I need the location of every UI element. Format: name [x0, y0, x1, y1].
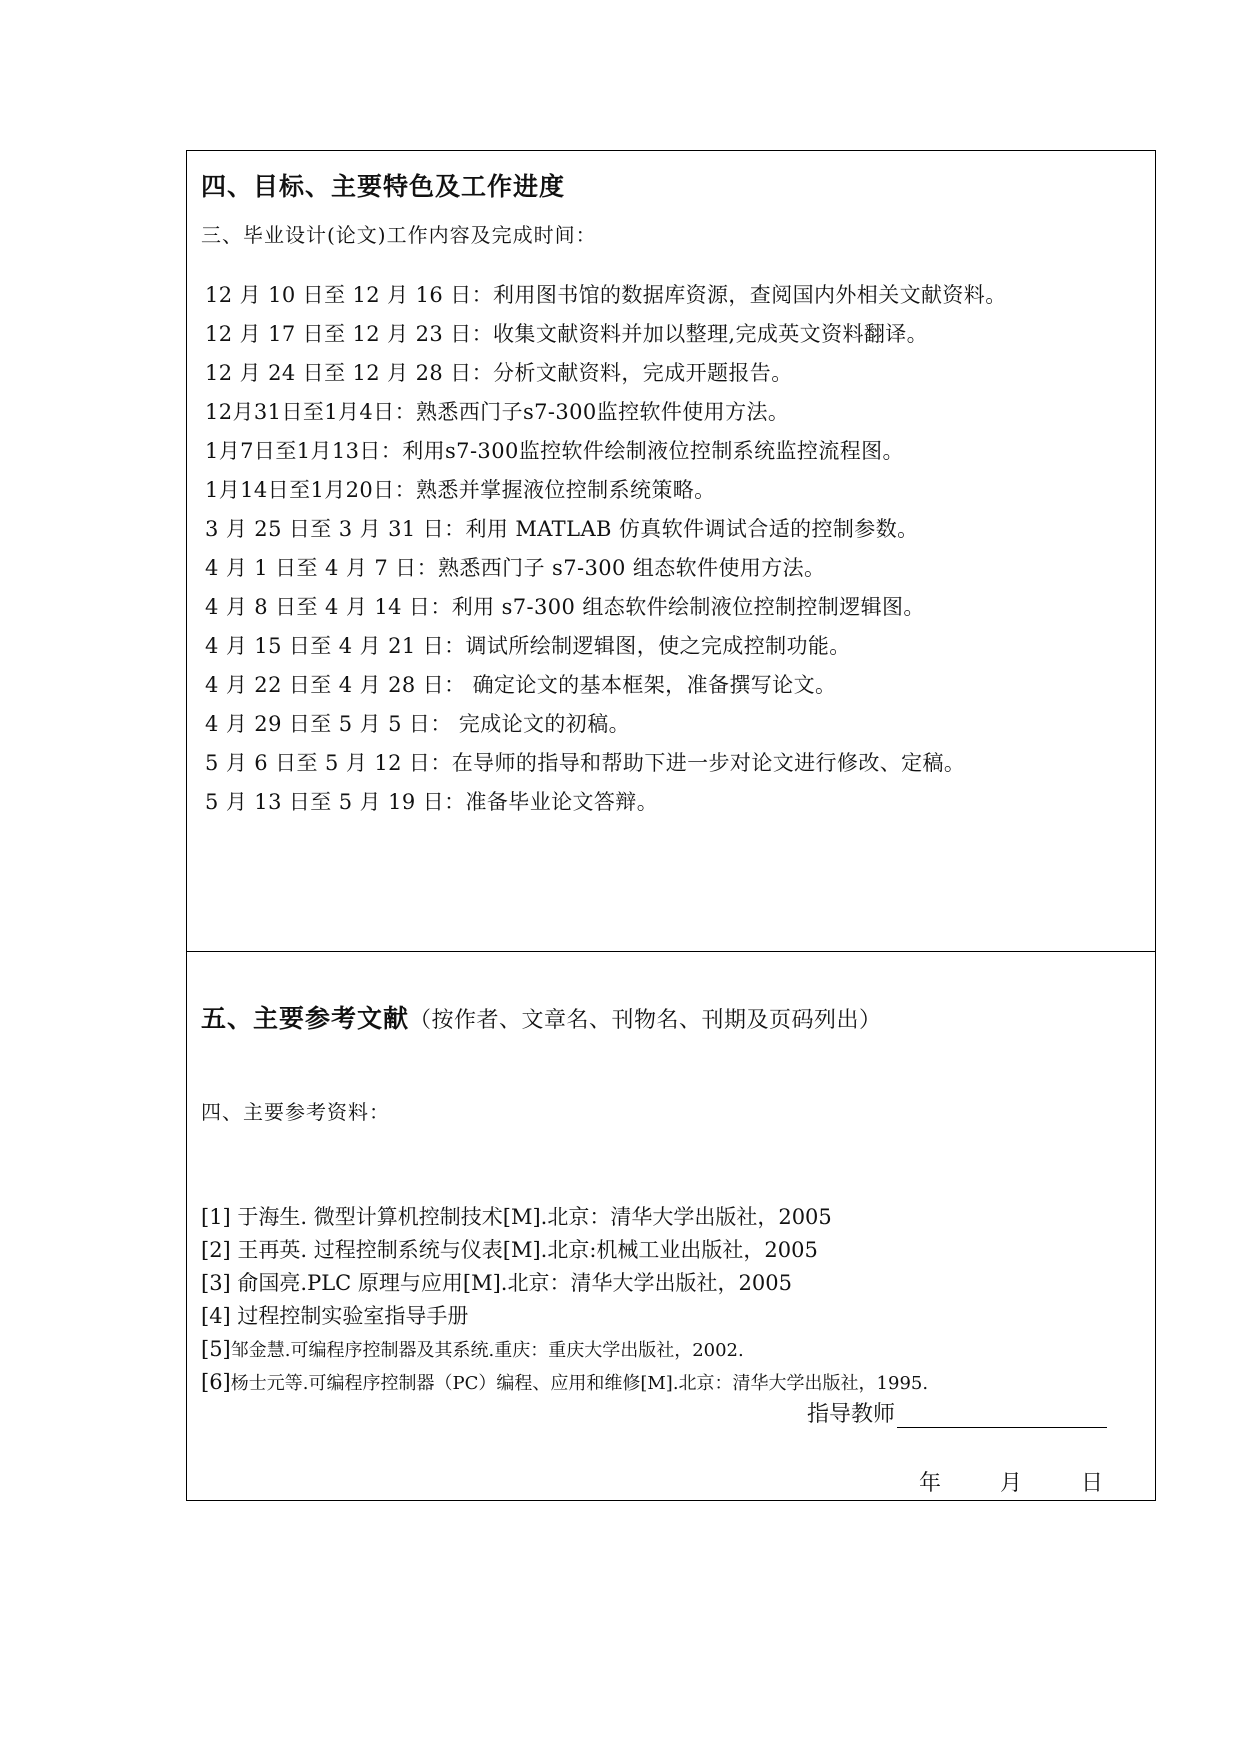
advisor-signature-field[interactable]	[897, 1401, 1107, 1428]
schedule-item: 12 月 17 日至 12 月 23 日：收集文献资料并加以整理,完成英文资料翻译。	[205, 322, 929, 346]
advisor-label: 指导教师	[807, 1402, 896, 1427]
schedule-item: 1月14日至1月20日：熟悉并掌握液位控制系统策略。	[205, 478, 716, 502]
section-five-note: （按作者、文章名、刊物名、刊期及页码列出）	[409, 1008, 882, 1033]
advisor-signature-line	[807, 1397, 1107, 1428]
schedule-item: 4 月 8 日至 4 月 14 日：利用 s7-300 组态软件绘制液位控制控制逻辑图。	[205, 595, 925, 619]
reference-number: [3]	[201, 1271, 231, 1295]
reference-item	[201, 1300, 928, 1333]
schedule-item: 4 月 1 日至 4 月 7 日：熟悉西门子 s7-300 组态软件使用方法。	[205, 556, 826, 580]
reference-text: 于海生. 微型计算机控制技术[M].北京：清华大学出版社，2005	[230, 1205, 832, 1229]
schedule-item: 1月7日至1月13日：利用s7-300监控软件绘制液位控制系统监控流程图。	[205, 439, 904, 463]
reference-number: [5]	[201, 1337, 231, 1361]
schedule-item: 5 月 6 日至 5 月 12 日：在导师的指导和帮助下进一步对论文进行修改、定稿。	[205, 751, 966, 775]
reference-text: 邹金慧.可编程序控制器及其系统.重庆：重庆大学出版社，2002.	[230, 1340, 744, 1361]
schedule-list	[205, 276, 1007, 822]
work-content-subheading: 三、毕业设计(论文)工作内容及完成时间：	[201, 223, 597, 247]
schedule-item: 12 月 10 日至 12 月 16 日：利用图书馆的数据库资源，查阅国内外相关文献资料。	[205, 283, 1007, 307]
reference-number: [4]	[201, 1304, 231, 1328]
signature-date	[919, 1466, 1103, 1497]
schedule-item: 4 月 15 日至 4 月 21 日：调试所绘制逻辑图，使之完成控制功能。	[205, 634, 851, 658]
proposal-form-table	[186, 150, 1156, 1501]
reference-text: 俞国亮.PLC 原理与应用[M].北京：清华大学出版社，2005	[230, 1271, 792, 1295]
date-day-label: 日	[1081, 1471, 1104, 1496]
reference-item	[201, 1201, 928, 1234]
reference-list	[201, 1201, 928, 1399]
schedule-item: 3 月 25 日至 3 月 31 日：利用 MATLAB 仿真软件调试合适的控制参数。	[205, 517, 919, 541]
schedule-item: 5 月 13 日至 5 月 19 日：准备毕业论文答辩。	[205, 790, 659, 814]
section-four-heading: 四、目标、主要特色及工作进度	[201, 172, 566, 201]
section-five-title: 五、主要参考文献	[201, 1004, 410, 1033]
schedule-item: 4 月 29 日至 5 月 5 日： 完成论文的初稿。	[205, 712, 631, 736]
schedule-item: 12月31日至1月4日：熟悉西门子s7-300监控软件使用方法。	[205, 400, 790, 424]
reference-number: [1]	[201, 1205, 231, 1229]
references-section	[187, 952, 1155, 1500]
reference-item	[201, 1366, 928, 1399]
goals-progress-section	[187, 151, 1155, 952]
reference-item	[201, 1267, 928, 1300]
date-year-label: 年	[919, 1471, 942, 1496]
reference-text: 王再英. 过程控制系统与仪表[M].北京:机械工业出版社，2005	[230, 1238, 818, 1262]
reference-item	[201, 1234, 928, 1267]
reference-number: [6]	[201, 1370, 231, 1394]
section-five-heading	[201, 999, 882, 1035]
reference-number: [2]	[201, 1238, 231, 1262]
reference-text: 杨士元等.可编程序控制器（PC）编程、应用和维修[M].北京：清华大学出版社，1995.	[230, 1373, 929, 1394]
reference-text: 过程控制实验室指导手册	[230, 1304, 469, 1328]
references-subheading: 四、主要参考资料：	[201, 1100, 390, 1124]
schedule-item: 12 月 24 日至 12 月 28 日：分析文献资料，完成开题报告。	[205, 361, 793, 385]
reference-item	[201, 1333, 928, 1366]
date-month-label: 月	[1000, 1471, 1023, 1496]
schedule-item: 4 月 22 日至 4 月 28 日： 确定论文的基本框架，准备撰写论文。	[205, 673, 837, 697]
